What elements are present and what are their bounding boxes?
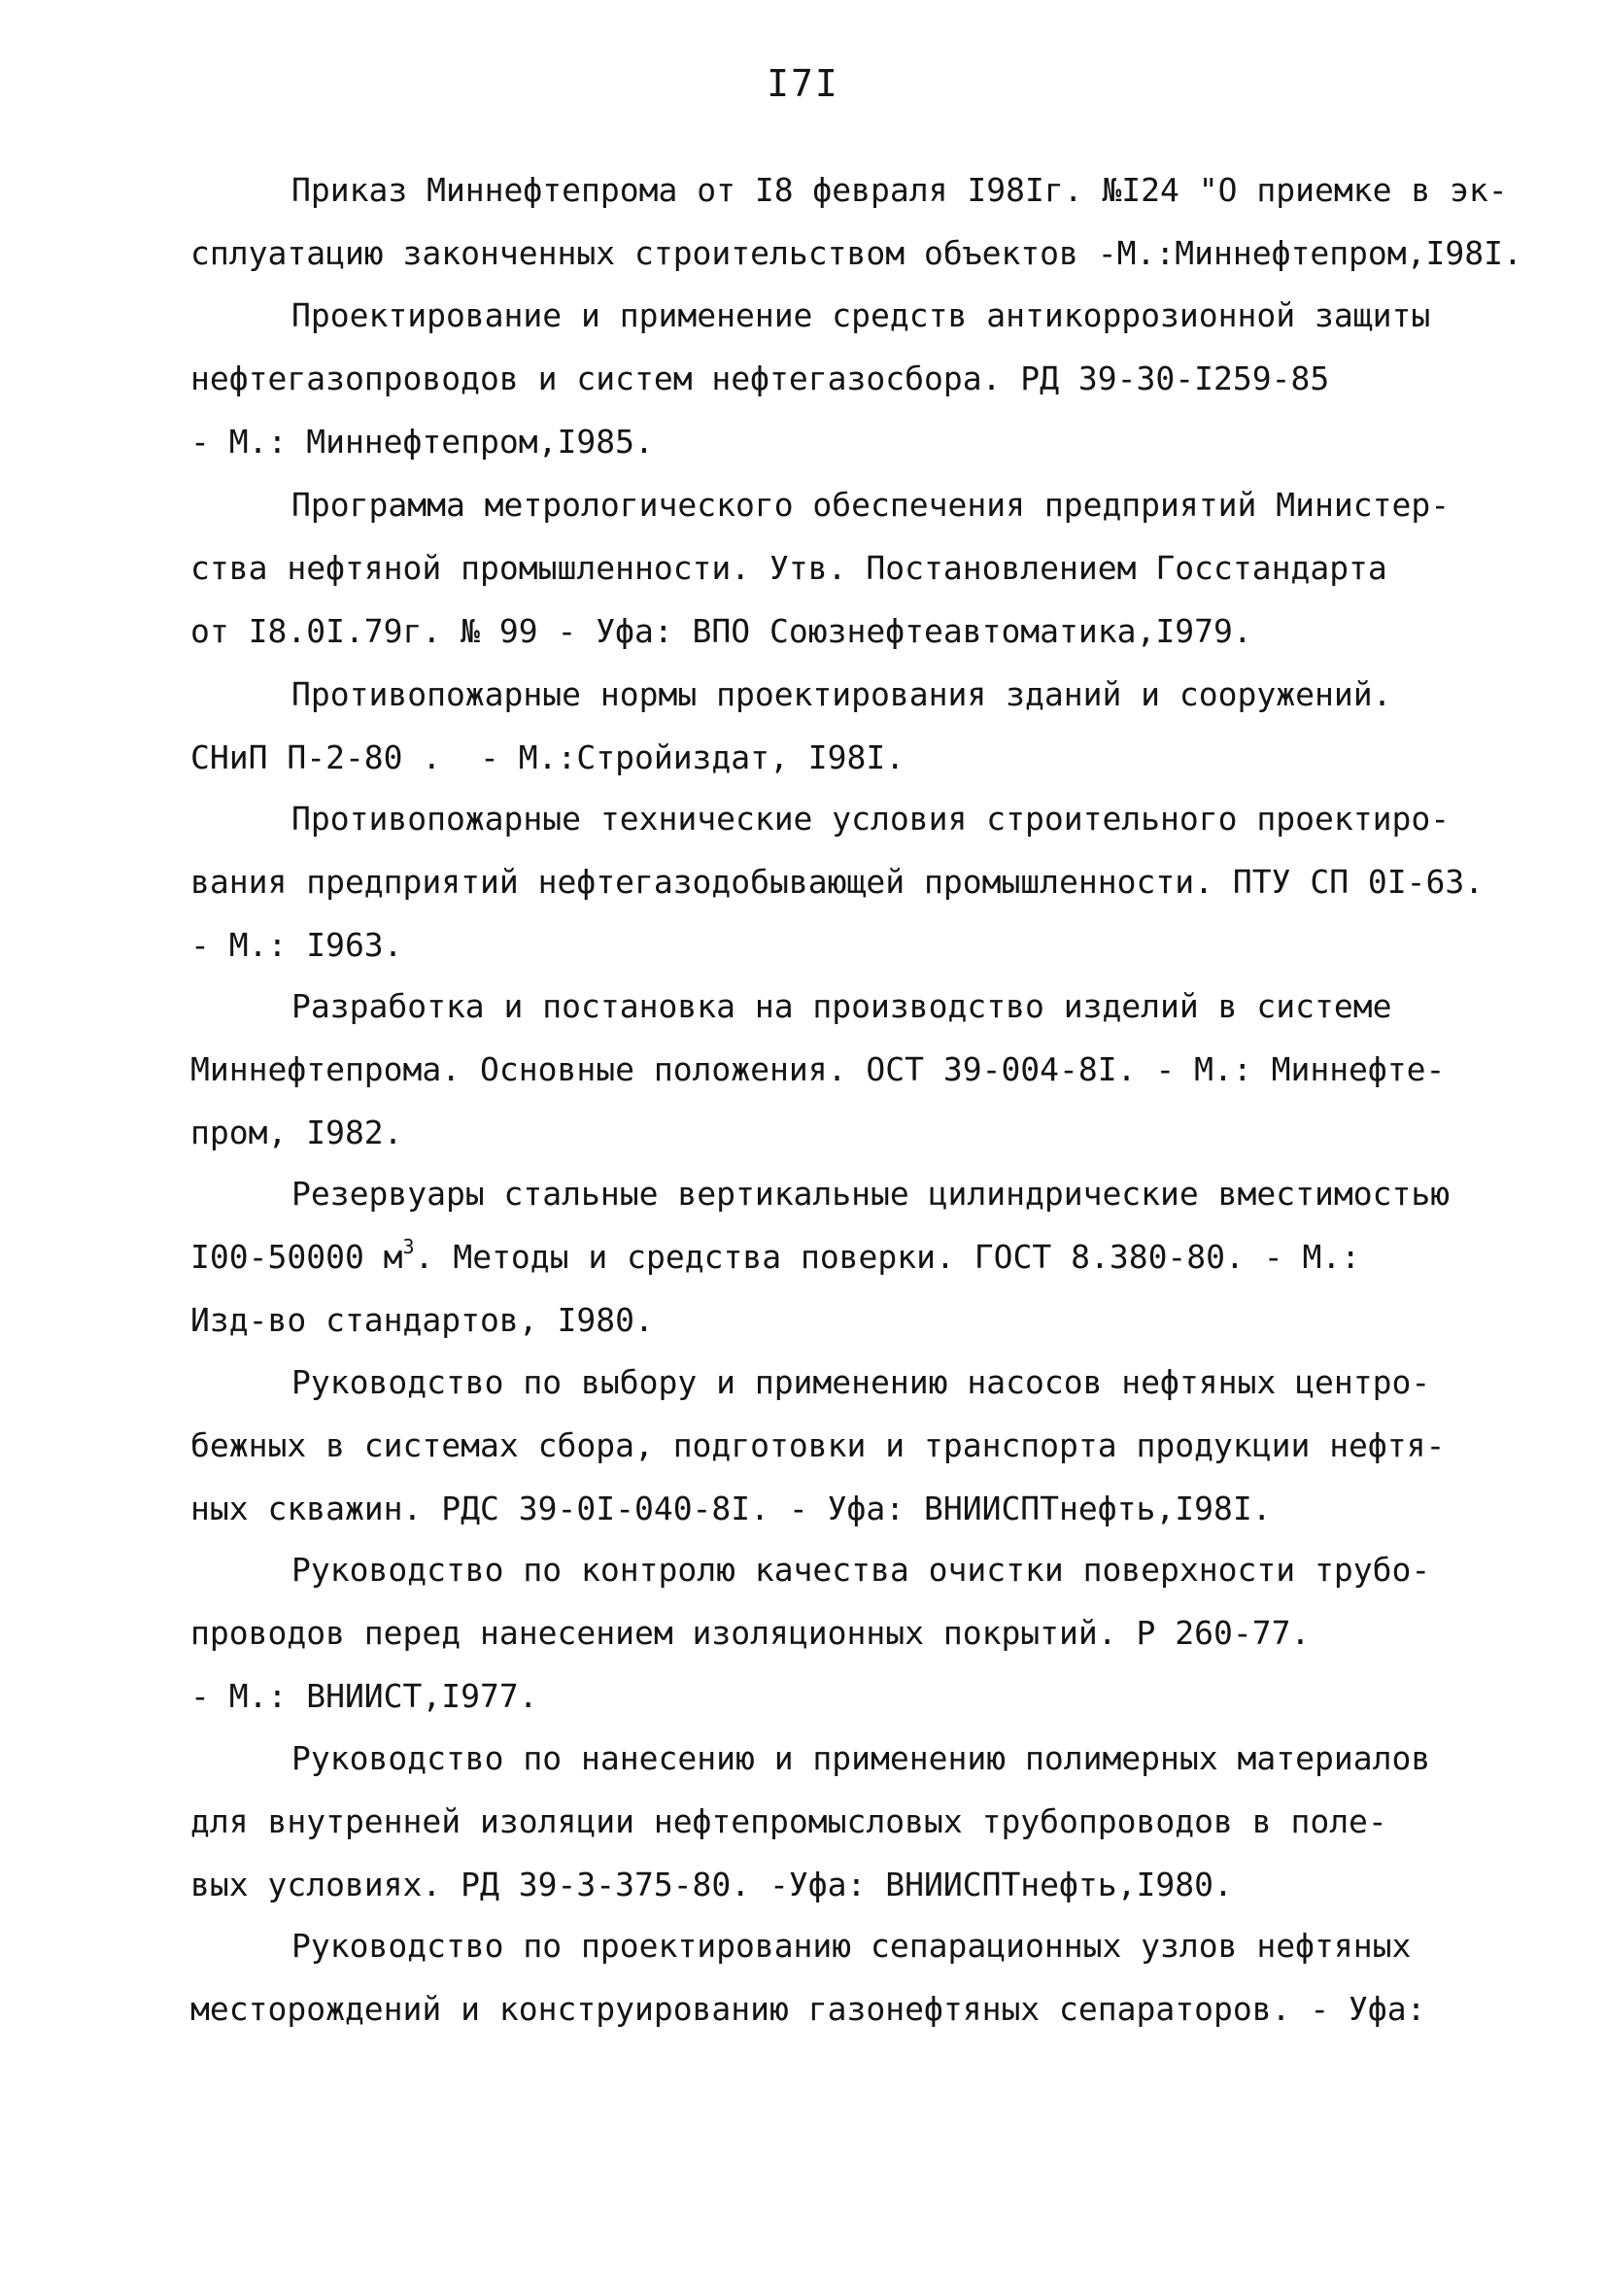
entry-line: Программа метрологического обеспечения предприятий Министер-	[291, 486, 1451, 524]
bibliography-entry	[190, 1351, 1483, 1540]
entry-line-text: . Методы и средства поверки. ГОСТ 8.380-80. - М.:	[414, 1238, 1361, 1276]
entry-line: вых условиях. РД 39-3-375-80. -Уфа: ВНИИСПТнефть,I980.	[190, 1866, 1233, 1903]
page-number: I7I	[767, 62, 839, 105]
bibliography-entry	[190, 1727, 1483, 1916]
entry-line: Миннефтепрома. Основные положения. ОСТ 39-004-8I. - М.: Миннефте-	[190, 1050, 1446, 1088]
entry-line: сплуатацию законченных строительством объектов -М.:Миннефтепром,I98I.	[190, 234, 1522, 272]
entry-line: Приказ Миннефтепрома от I8 февраля I98Iг. №I24 "О приемке в эк-	[291, 171, 1508, 209]
entry-line: - М.: I963.	[190, 926, 403, 964]
entry-line: ства нефтяной промышленности. Утв. Постановлением Госстандарта	[190, 549, 1387, 587]
entry-line-text: I00-50000 м	[190, 1238, 403, 1276]
entry-line: - М.: ВНИИСТ,I977.	[190, 1677, 538, 1715]
entry-line: Противопожарные нормы проектирования зданий и сооружений.	[291, 675, 1392, 713]
bibliography-entry	[190, 787, 1483, 977]
entry-line: Резервуары стальные вертикальные цилиндрические вместимостью	[291, 1175, 1451, 1213]
entry-line: ных скважин. РДС 39-0I-040-8I. - Уфа: ВНИИСПТнефть,I98I.	[190, 1490, 1272, 1527]
entry-line: Руководство по нанесению и применению полимерных материалов	[291, 1739, 1431, 1777]
entry-line: Руководство по выбору и применению насосов нефтяных центро-	[291, 1363, 1431, 1401]
entry-line: Противопожарные технические условия строительного проектиро-	[291, 800, 1451, 838]
entry-line: бежных в системах сбора, подготовки и транспорта продукции нефтя-	[190, 1426, 1446, 1464]
entry-line: Изд-во стандартов, I980.	[190, 1301, 654, 1339]
bibliography-entry	[190, 473, 1483, 663]
bibliography-entry	[190, 1914, 1483, 2040]
entry-line	[190, 1225, 1483, 1288]
entry-line: для внутренней изоляции нефтепромысловых трубопроводов в поле-	[190, 1802, 1387, 1840]
bibliography-entry	[190, 158, 1522, 285]
entry-line: нефтегазопроводов и систем нефтегазосбора. РД 39-30-I259-85	[190, 360, 1330, 397]
bibliography-entry	[190, 284, 1483, 473]
superscript: 3	[402, 1235, 415, 1258]
entry-line: Разработка и постановка на производство изделий в системе	[291, 987, 1392, 1025]
entry-line: проводов перед нанесением изоляционных покрытий. Р 260-77.	[190, 1614, 1311, 1652]
entry-line: месторождений и конструированию газонефтяных сепараторов. - Уфа:	[190, 1990, 1426, 2028]
bibliography-entry	[190, 663, 1483, 789]
entry-line: - М.: Миннефтепром,I985.	[190, 423, 654, 461]
entry-line: Руководство по контролю качества очистки поверхности трубо-	[291, 1551, 1431, 1589]
bibliography-entry	[190, 1162, 1483, 1352]
entry-line: СНиП П-2-80 . - М.:Стройиздат, I98I.	[190, 738, 906, 776]
bibliography-entry	[190, 975, 1483, 1164]
entry-line: пром, I982.	[190, 1114, 403, 1151]
entry-line: Руководство по проектированию сепарационных узлов нефтяных	[291, 1927, 1412, 1965]
bibliography-entry	[190, 1538, 1483, 1728]
entry-line: вания предприятий нефтегазодобывающей промышленности. ПТУ СП 0I-63.	[190, 863, 1485, 901]
entry-line: Проектирование и применение средств антикоррозионной защиты	[291, 296, 1431, 334]
entry-line: от I8.0I.79г. № 99 - Уфа: ВПО Союзнефтеавтоматика,I979.	[190, 612, 1252, 650]
